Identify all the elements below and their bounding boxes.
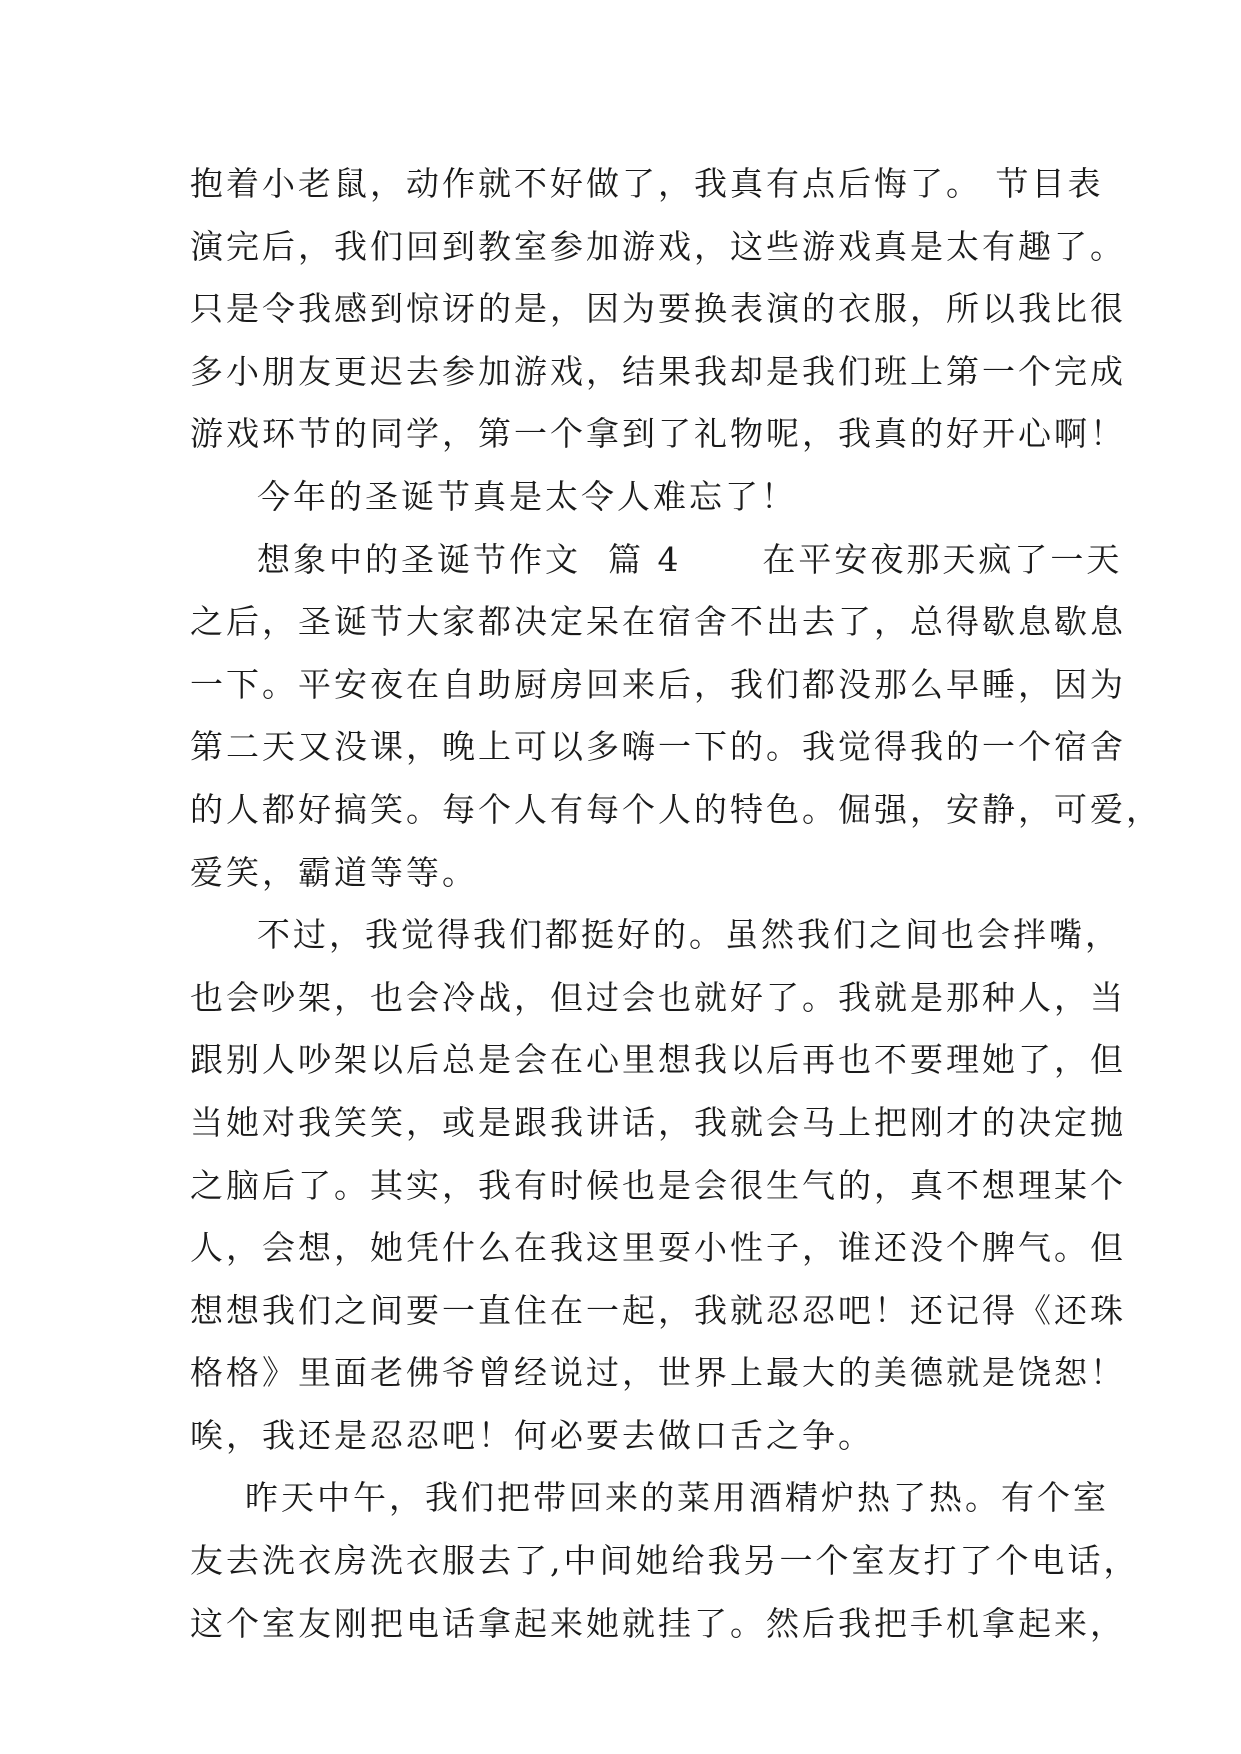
text-line: 这个室友刚把电话拿起来她就挂了。然后我把手机拿起来， — [190, 1603, 1126, 1643]
body-text — [190, 153, 1162, 1655]
text-line: 格格》里面老佛爷曾经说过，世界上最大的美德就是饶恕！ — [190, 1353, 1126, 1393]
text-line: 爱笑，霸道等等。 — [190, 852, 478, 892]
text-line: 之后，圣诞节大家都决定呆在宿舍不出去了，总得歇息歇息 — [190, 602, 1126, 642]
text-line: 多小朋友更迟去参加游戏，结果我却是我们班上第一个完成 — [190, 351, 1126, 391]
text-line: 跟别人吵架以后总是会在心里想我以后再也不要理她了，但 — [190, 1040, 1126, 1080]
text-line: 只是令我感到惊讶的是，因为要换表演的衣服，所以我比很 — [190, 289, 1126, 329]
text-line: 今年的圣诞节真是太令人难忘了！ — [257, 476, 797, 516]
text-line: 不过，我觉得我们都挺好的。虽然我们之间也会拌嘴， — [257, 915, 1121, 955]
text-line: 唉，我还是忍忍吧！何必要去做口舌之争。 — [190, 1415, 874, 1455]
text-line: 人，会想，她凭什么在我这里耍小性子，谁还没个脾气。但 — [190, 1228, 1126, 1268]
text-line: 之脑后了。其实，我有时候也是会很生气的，真不想理某个 — [190, 1165, 1126, 1205]
text-line: 演完后，我们回到教室参加游戏，这些游戏真是太有趣了。 — [190, 226, 1126, 266]
text-line: 一下。平安夜在自助厨房回来后，我们都没那么早睡，因为 — [190, 664, 1126, 704]
text-line: 抱着小老鼠，动作就不好做了，我真有点后悔了。 节目表 — [190, 164, 1104, 203]
text-line: 游戏环节的同学，第一个拿到了礼物呢，我真的好开心啊！ — [190, 414, 1126, 454]
section-heading-line: 想象中的圣诞节作文 篇 4 在平安夜那天疯了一天 — [257, 539, 1123, 579]
text-line: 也会吵架，也会冷战，但过会也就好了。我就是那种人，当 — [190, 977, 1126, 1017]
text-line: 的人都好搞笑。每个人有每个人的特色。倔强，安静，可爱， — [190, 789, 1162, 829]
text-line: 当她对我笑笑，或是跟我讲话，我就会马上把刚才的决定抛 — [190, 1102, 1126, 1142]
text-line: 友去洗衣房洗衣服去了,中间她给我另一个室友打了个电话， — [190, 1541, 1140, 1581]
text-line: 想想我们之间要一直住在一起，我就忍忍吧！还记得《还珠 — [190, 1290, 1126, 1330]
text-line: 第二天又没课，晚上可以多嗨一下的。我觉得我的一个宿舍 — [190, 727, 1126, 767]
text-line: 昨天中午，我们把带回来的菜用酒精炉热了热。有个室 — [245, 1478, 1109, 1518]
